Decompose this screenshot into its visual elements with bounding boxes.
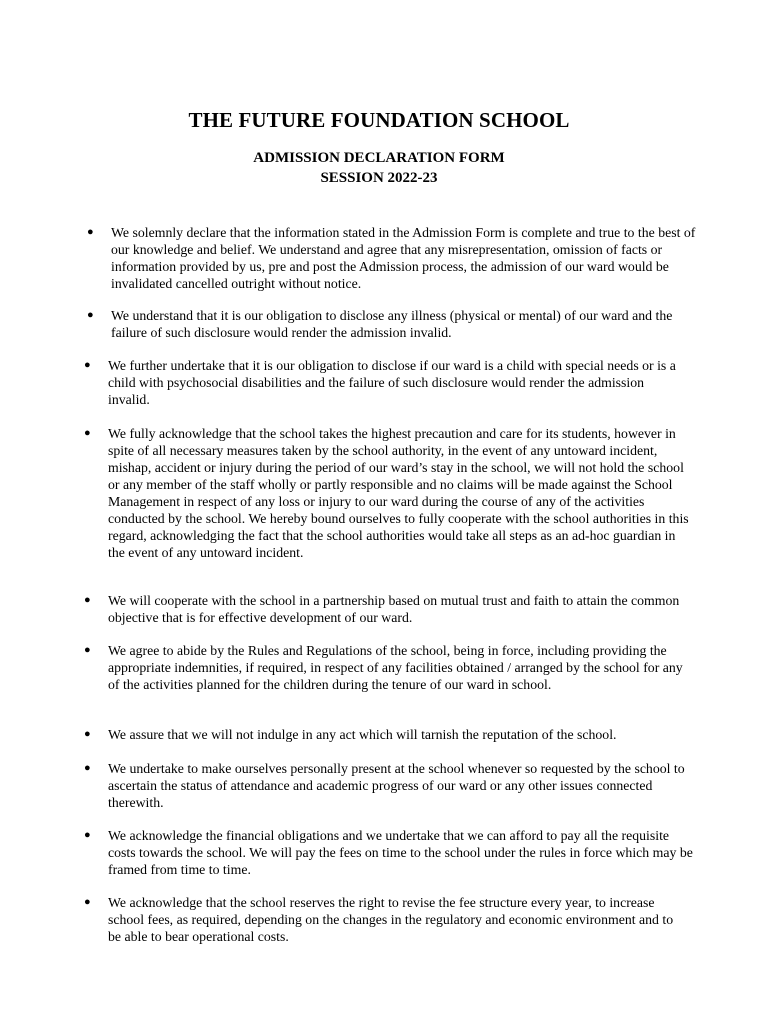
bullet-icon: ● [84, 644, 91, 656]
declaration-text: We further undertake that it is our obligation to disclose if our ward is a child with special needs or is a child with psychosocial disabilities and the failure of such disclosure would render the admission invalid. [108, 358, 676, 407]
declaration-text: We will cooperate with the school in a partnership based on mutual trust and faith to attain the common objective that is for effective development of our ward. [108, 593, 680, 625]
bullet-icon: ● [84, 427, 91, 439]
bullet-icon: ● [84, 896, 91, 908]
declaration-item [87, 224, 697, 292]
declaration-item [84, 894, 683, 945]
bullet-icon: ● [84, 359, 91, 371]
declaration-text: We understand that it is our obligation to disclose any illness (physical or mental) of our ward and the failure of such disclosure would render the admission invalid. [111, 308, 673, 340]
declaration-text: We undertake to make ourselves personally present at the school whenever so requested by the school to ascertain the status of attendance and academic progress of our ward or any other issues connected therewith. [108, 761, 685, 810]
declaration-text: We assure that we will not indulge in any act which will tarnish the reputation of the school. [108, 727, 617, 742]
declaration-text: We fully acknowledge that the school takes the highest precaution and care for its students, however in spite of all necessary measures taken by the school authority, in the event of any untoward incident, mishap, accident or injury during the period of our ward’s stay in the school, we will not hold the school or any member of the staff wholly or partly responsible and no claims will be made against the School Management in respect of any loss or injury to our ward during the course of any of the activities conducted by the school. We hereby bound ourselves to fully cooperate with the school authorities in this regard, acknowledging the fact that the school authorities would take all steps as an ad-hoc guardian in the event of any untoward incident. [108, 426, 689, 560]
declaration-item [87, 307, 697, 341]
session-label: SESSION 2022-23 [320, 170, 438, 186]
declaration-item [84, 592, 693, 626]
bullet-icon: ● [84, 829, 91, 841]
form-title: ADMISSION DECLARATION FORM [253, 150, 505, 166]
declaration-text: We solemnly declare that the information stated in the Admission Form is complete and true to the best of our knowledge and belief. We understand and agree that any misrepresentation, omission of facts or information provided by us, pre and post the Admission process, the admission of our ward would be invalidated cancelled outright without notice. [111, 225, 696, 291]
declaration-item [84, 425, 693, 561]
bullet-icon: ● [84, 594, 91, 606]
school-name-heading: THE FUTURE FOUNDATION SCHOOL [188, 108, 570, 132]
bullet-icon: ● [87, 309, 94, 321]
declaration-text: We agree to abide by the Rules and Regulations of the school, being in force, including providing the appropriate indemnities, if required, in respect of any facilities obtained / arranged by the school for any of the activities planned for the children during the tenure of our ward in school. [108, 643, 683, 692]
declaration-item [84, 726, 698, 743]
declaration-item [84, 760, 700, 811]
bullet-icon: ● [87, 226, 94, 238]
declaration-text: We acknowledge that the school reserves the right to revise the fee structure every year, to increase school fees, as required, depending on the changes in the regulatory and economic environment and to be able to bear operational costs. [108, 895, 674, 944]
bullet-icon: ● [84, 728, 91, 740]
bullet-icon: ● [84, 762, 91, 774]
declaration-item [84, 357, 683, 408]
declaration-item [84, 827, 700, 878]
declaration-text: We acknowledge the financial obligations and we undertake that we can afford to pay all the requisite costs towards the school. We will pay the fees on time to the school under the rules in force which may be framed from time to time. [108, 828, 693, 877]
declaration-item [84, 642, 683, 693]
